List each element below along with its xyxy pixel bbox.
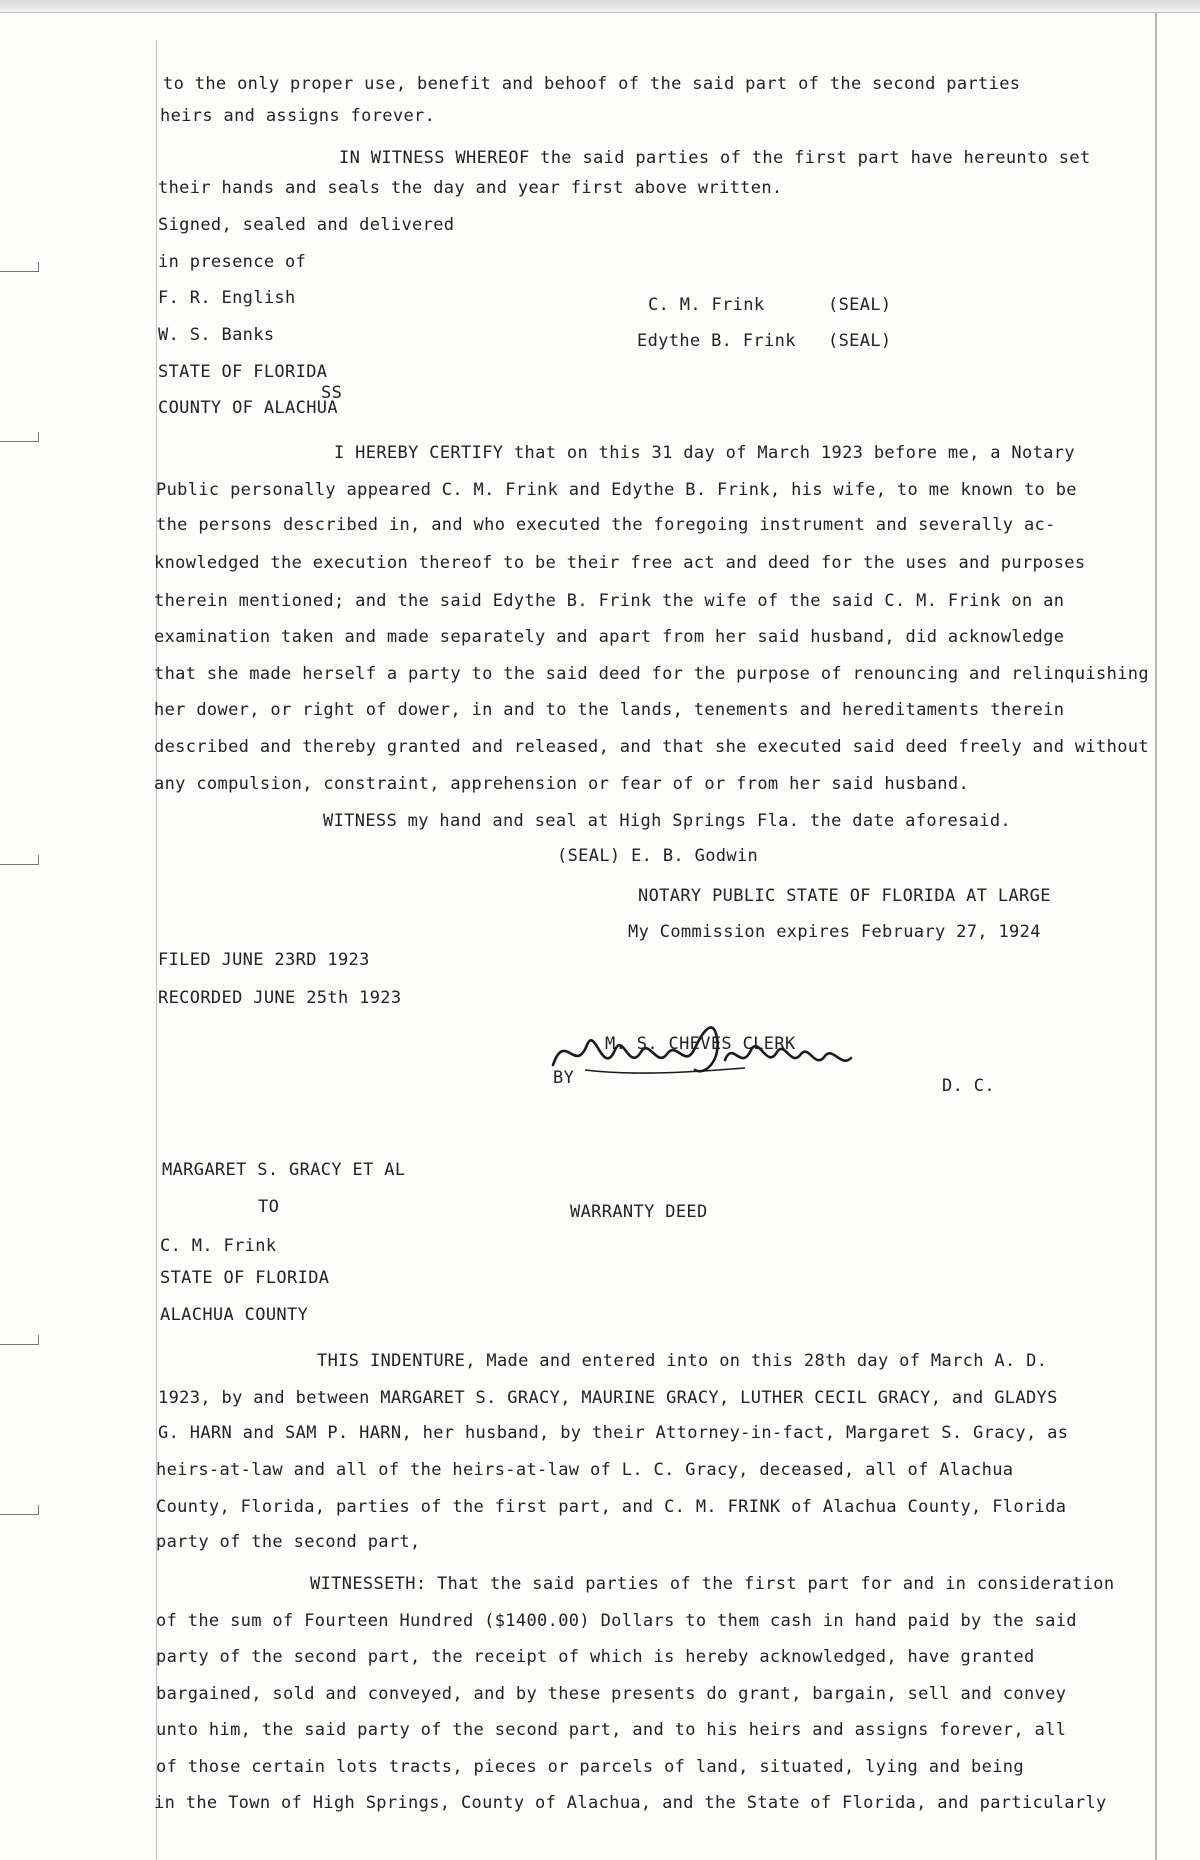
text-line: their hands and seals the day and year first above written. — [158, 178, 783, 198]
text-line: County, Florida, parties of the first part, and C. M. FRINK of Alachua County, Florida — [156, 1497, 1067, 1517]
text-line: therein mentioned; and the said Edythe B. Frink the wife of the said C. M. Frink on an — [154, 591, 1065, 611]
text-line: FILED JUNE 23RD 1923 — [158, 950, 370, 970]
text-line: (SEAL) — [828, 331, 892, 351]
binding-mark — [0, 855, 39, 865]
text-line: of the sum of Fourteen Hundred ($1400.00) Dollars to them cash in hand paid by the said — [156, 1611, 1077, 1631]
text-line: WITNESS my hand and seal at High Springs Fla. the date aforesaid. — [323, 811, 1012, 831]
text-line: BY — [553, 1068, 575, 1088]
text-line: in presence of — [158, 252, 307, 272]
text-line: party of the second part, — [156, 1532, 421, 1552]
text-line: heirs and assigns forever. — [160, 106, 436, 126]
text-line: knowledged the execution thereof to be their free act and deed for the uses and purposes — [154, 553, 1086, 573]
text-line: RECORDED JUNE 25th 1923 — [158, 988, 402, 1008]
text-line: F. R. English — [158, 288, 296, 308]
text-line: ALACHUA COUNTY — [160, 1305, 309, 1325]
binding-mark — [0, 1335, 39, 1345]
text-line: of those certain lots tracts, pieces or parcels of land, situated, lying and being — [156, 1757, 1024, 1777]
text-line: G. HARN and SAM P. HARN, her husband, by their Attorney-in-fact, Margaret S. Gracy, as — [158, 1423, 1069, 1443]
text-line: her dower, or right of dower, in and to the lands, tenements and hereditaments therein — [154, 700, 1065, 720]
text-line: C. M. Frink — [160, 1236, 277, 1256]
scan-top-edge — [0, 0, 1200, 13]
text-line: (SEAL) — [828, 295, 892, 315]
text-line: 1923, by and between MARGARET S. GRACY, MAURINE GRACY, LUTHER CECIL GRACY, and GLADYS — [158, 1388, 1058, 1408]
text-line: COUNTY OF ALACHUA — [158, 398, 338, 418]
text-line: W. S. Banks — [158, 325, 275, 345]
text-line: that she made herself a party to the said deed for the purpose of renouncing and relinquishing — [154, 664, 1149, 684]
text-line: TO — [258, 1197, 280, 1217]
text-line: STATE OF FLORIDA — [158, 362, 328, 382]
text-line: SS — [321, 383, 343, 403]
binding-mark — [0, 262, 39, 272]
text-line: the persons described in, and who executed the foregoing instrument and severally ac- — [156, 515, 1056, 535]
text-line: THIS INDENTURE, Made and entered into on this 28th day of March A. D. — [317, 1351, 1048, 1371]
binding-mark — [0, 1505, 39, 1515]
text-line: Edythe B. Frink — [637, 331, 796, 351]
text-line: Signed, sealed and delivered — [158, 215, 455, 235]
text-line: examination taken and made separately and apart from her said husband, did acknowledge — [154, 627, 1065, 647]
text-line: in the Town of High Springs, County of Alachua, and the State of Florida, and particularly — [154, 1793, 1107, 1813]
text-line: IN WITNESS WHEREOF the said parties of the first part have hereunto set — [339, 148, 1091, 168]
text-line: WARRANTY DEED — [570, 1202, 708, 1222]
margin-rule — [156, 40, 157, 1860]
text-line: STATE OF FLORIDA — [160, 1268, 330, 1288]
text-line: My Commission expires February 27, 1924 — [628, 922, 1041, 942]
text-line: D. C. — [942, 1076, 995, 1096]
text-line: WITNESSETH: That the said parties of the first part for and in consideration — [310, 1574, 1115, 1594]
text-line: described and thereby granted and released, and that she executed said deed freely and without — [154, 737, 1149, 757]
text-line: I HEREBY CERTIFY that on this 31 day of March 1923 before me, a Notary — [334, 443, 1075, 463]
text-line: MARGARET S. GRACY ET AL — [162, 1160, 406, 1180]
binding-mark — [0, 432, 39, 442]
page-edge — [1155, 12, 1157, 1860]
text-line: (SEAL) E. B. Godwin — [557, 846, 759, 866]
text-line: NOTARY PUBLIC STATE OF FLORIDA AT LARGE — [638, 886, 1051, 906]
text-line: to the only proper use, benefit and behoof of the said part of the second parties — [163, 74, 1021, 94]
text-line: any compulsion, constraint, apprehension or fear of or from her said husband. — [154, 774, 970, 794]
text-line: unto him, the said party of the second part, and to his heirs and assigns forever, all — [156, 1720, 1067, 1740]
text-line: C. M. Frink — [648, 295, 765, 315]
text-line: M. S. CHEVES CLERK — [605, 1034, 796, 1054]
text-line: heirs-at-law and all of the heirs-at-law of L. C. Gracy, deceased, all of Alachua — [156, 1460, 1014, 1480]
text-line: party of the second part, the receipt of which is hereby acknowledged, have granted — [156, 1647, 1035, 1667]
text-line: Public personally appeared C. M. Frink and Edythe B. Frink, his wife, to me known to be — [156, 480, 1077, 500]
text-line: bargained, sold and conveyed, and by these presents do grant, bargain, sell and convey — [156, 1684, 1067, 1704]
